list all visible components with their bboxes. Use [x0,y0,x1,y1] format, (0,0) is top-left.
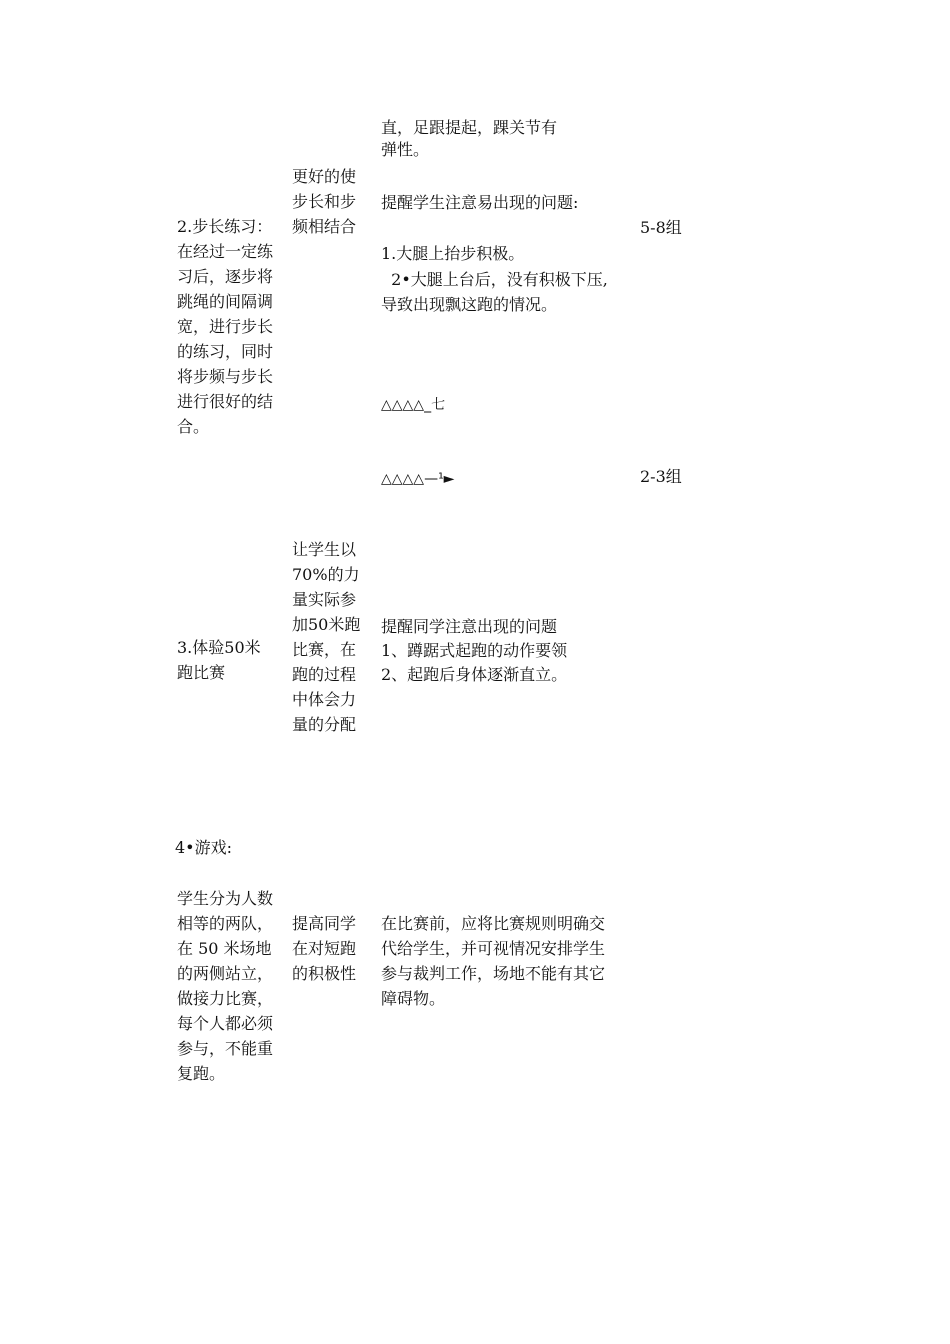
race-purpose-line: 比赛，在 [292,640,357,659]
step-point-2-line: 导致出现飘这跑的情况。 [381,295,558,314]
top-line-1: 直，足跟提起，踝关节有 [381,118,558,137]
groups-count-1: 5-8组 [640,218,682,237]
game-desc-line: 相等的两队， [177,914,274,933]
step-title-line: 进行很好的结 [177,392,274,411]
step-title-line: 跳绳的间隔调 [177,292,274,311]
step-title-line: 合。 [177,417,210,436]
race-note-line: 提醒同学注意出现的问题 [381,617,558,636]
race-title-line: 跑比赛 [177,663,226,682]
step-title-line: 习后，逐步将 [177,267,274,286]
game-heading: 4•游戏: [175,838,233,857]
step-purpose-line: 步长和步 [292,192,357,211]
race-purpose-line: 中体会力 [292,690,357,709]
race-note-line: 1、蹲踞式起跑的动作要领 [381,641,568,660]
step-purpose-line: 更好的使 [292,167,357,186]
step-title-line: 2.步长练习： [177,217,273,236]
game-purpose-line: 的积极性 [292,964,357,983]
step-title-line: 宽，进行步长 [177,317,274,336]
game-desc-line: 做接力比赛， [177,989,274,1008]
formation-diagram-2: △△△△—¹► [381,471,455,487]
game-purpose-line: 在对短跑 [292,939,357,958]
game-desc-line: 在 50 米场地 [177,939,272,958]
groups-count-2: 2-3组 [640,467,682,486]
game-note-line: 代给学生，并可视情况安排学生 [381,939,606,958]
game-note-line: 障碍物。 [381,989,446,1008]
game-desc-line: 学生分为人数 [177,889,274,908]
game-note-line: 参与裁判工作，场地不能有其它 [381,964,606,983]
race-title-line: 3.体验50米 [177,638,261,657]
game-desc-line: 复跑。 [177,1064,226,1083]
race-purpose-line: 70%的力 [292,565,360,584]
race-purpose-line: 让学生以 [292,540,357,559]
race-purpose-line: 加50米跑 [292,615,361,634]
step-remind: 提醒学生注意易出现的问题: [381,193,579,212]
game-note-line: 在比赛前，应将比赛规则明确交 [381,914,606,933]
step-title-line: 将步频与步长 [177,367,274,386]
top-line-2: 弹性。 [381,140,430,159]
formation-diagram-1: △△△△_七 [381,397,446,413]
step-point-1: 1.大腿上抬步积极。 [381,244,525,263]
race-purpose-line: 量实际参 [292,590,357,609]
step-title-line: 的练习，同时 [177,342,274,361]
step-point-2-line: 2•大腿上台后，没有积极下压, [381,270,608,289]
step-purpose-line: 频相结合 [292,217,357,236]
game-desc-line: 的两侧站立， [177,964,274,983]
race-purpose-line: 量的分配 [292,715,357,734]
step-title-line: 在经过一定练 [177,242,274,261]
game-purpose-line: 提高同学 [292,914,357,933]
race-note-line: 2、起跑后身体逐渐直立。 [381,665,568,684]
game-desc-line: 每个人都必须 [177,1014,274,1033]
race-purpose-line: 跑的过程 [292,665,357,684]
game-desc-line: 参与，不能重 [177,1039,274,1058]
